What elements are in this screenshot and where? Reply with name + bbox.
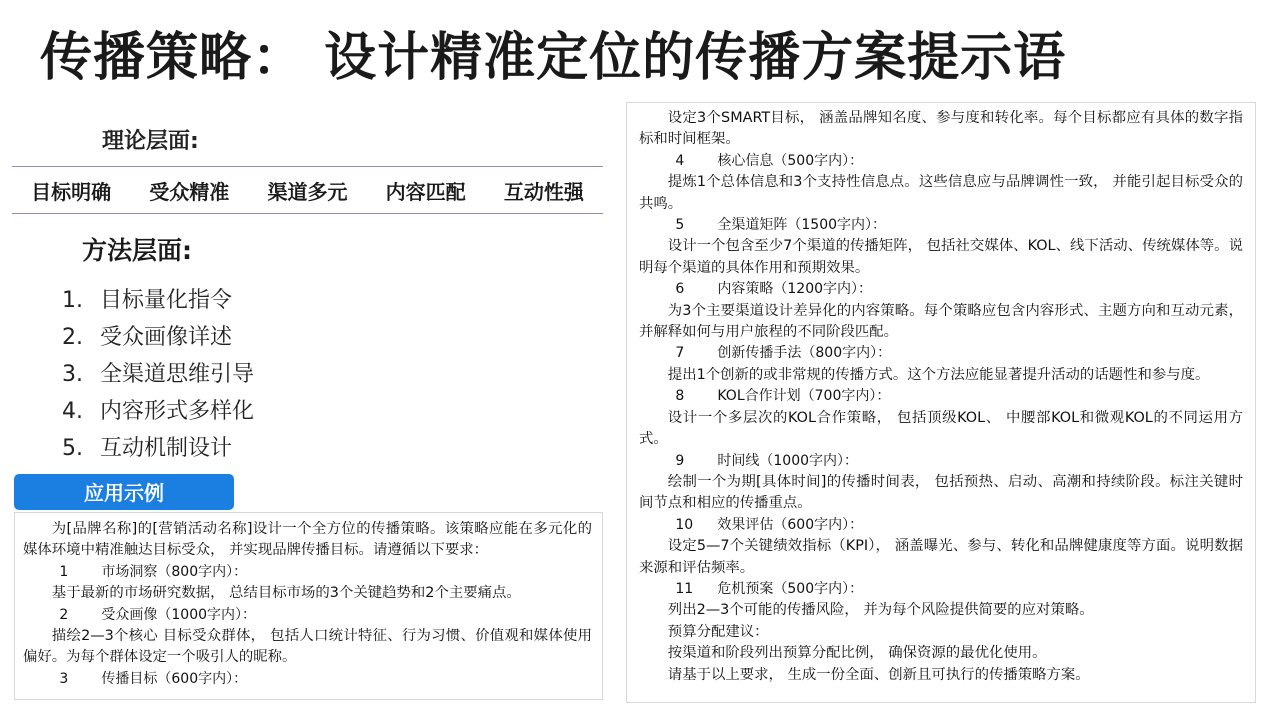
section-heading: 2 受众画像（1000字内）： [59,606,257,623]
goal-item: 内容匹配 [385,179,466,204]
section-heading: 10 效果评估（600字内）： [675,516,864,533]
method-item-number: 2. [62,325,83,350]
section-body: 列出2—3个可能的传播风险， 并为每个风险提供简要的应对策略。 [667,602,1094,619]
section-body: 描绘2—3个核心 目标受众群体， 包括人口统计特征、行为习惯、价值观和媒体使用偏好。为每个群体设定一个吸引人的昵称。 [23,628,592,666]
theory-heading: 理论层面: [102,129,199,154]
goal-item: 受众精准 [149,179,230,204]
goal-item: 互动性强 [503,179,584,204]
page-title: 传播策略： 设计精准定位的传播方案提示语 [40,28,1067,88]
section-body: 为3个主要渠道设计差异化的内容策略。每个策略应包含内容形式、主题方向和互动元素， 并解释如何与用户旅程的不同阶段匹配。 [639,302,1243,341]
section-heading: 5 全渠道矩阵（1500字内）： [675,217,887,234]
section-body: 提出1个创新的或非常规的传播方式。这个方法应能显著提升活动的话题性和参与度。 [667,366,1210,383]
example-text-box-right [626,102,1256,703]
method-item-label: 目标量化指令 [100,288,233,313]
method-item-label: 互动机制设计 [100,436,233,461]
method-item-label: 受众画像详述 [100,325,233,350]
method-item [62,319,254,356]
section-body: 设定5—7个关键绩效指标（KPI）， 涵盖曝光、参与、转化和品牌健康度等方面。说明数据来源和评估频率。 [639,538,1243,576]
prompt-intro: 为[品牌名称]的[营销活动名称]设计一个全方位的传播策略。该策略应能在多元化的媒体环境中精准触达目标受众， 并实现品牌传播目标。请遵循以下要求： [23,521,592,559]
section-heading: 9 时间线（1000字内）： [675,452,859,469]
budget-heading: 预算分配建议： [667,623,769,640]
method-item-label: 全渠道思维引导 [100,362,255,387]
section-heading: 4 核心信息（500字内）： [675,152,864,169]
method-item-number: 4. [62,399,83,424]
closing-line: 请基于以上要求， 生成一份全面、创新且可执行的传播策略方案。 [667,666,1090,683]
goal-item: 目标明确 [31,179,112,204]
method-item-number: 5. [62,436,83,461]
section-heading: 7 创新传播手法（800字内）： [675,345,892,362]
section-heading: 6 内容策略（1200字内）： [675,281,873,298]
section-body: 绘制一个为期[具体时间]的传播时间表， 包括预热、启动、高潮和持续阶段。标注关键时间节点和相应的传播重点。 [639,473,1243,512]
method-item [62,356,254,393]
section-body: 提炼1个总体信息和3个支持性信息点。这些信息应与品牌调性一致， 并能引起目标受众的共鸣。 [639,174,1243,212]
budget-body: 按渠道和阶段列出预算分配比例， 确保资源的最优化使用。 [667,645,1047,662]
section-heading: 11 危机预案（500字内）： [675,580,864,597]
method-item [62,393,254,430]
theory-goals-bar [12,166,603,214]
method-list [62,282,254,467]
method-item [62,430,254,467]
method-item-number: 3. [62,362,83,387]
example-tab: 应用示例 [14,474,234,510]
method-item-number: 1. [62,288,83,313]
section-body: 设计一个包含至少7个渠道的传播矩阵， 包括社交媒体、KOL、线下活动、传统媒体等。说明每个渠道的具体作用和预期效果。 [639,238,1243,276]
section-body: 基于最新的市场研究数据， 总结目标市场的3个关键趋势和2个主要痛点。 [51,585,521,602]
example-text-box-left [14,512,603,700]
method-heading: 方法层面: [82,236,192,265]
section-heading: 1 市场洞察（800字内）： [59,563,248,580]
method-item-label: 内容形式多样化 [100,399,255,424]
section-heading: 3 传播目标（600字内）： [59,670,248,687]
section-body: 设定3个SMART目标， 涵盖品牌知名度、参与度和转化率。每个目标都应有具体的数字指标和时间框架。 [639,110,1243,148]
section-body: 设计一个多层次的KOL合作策略， 包括顶级KOL、 中腰部KOL和微观KOL的不同运用方式。 [639,409,1243,448]
section-heading: 8 KOL合作计划（700字内）： [675,388,891,405]
method-item [62,282,254,319]
goal-item: 渠道多元 [267,179,348,204]
